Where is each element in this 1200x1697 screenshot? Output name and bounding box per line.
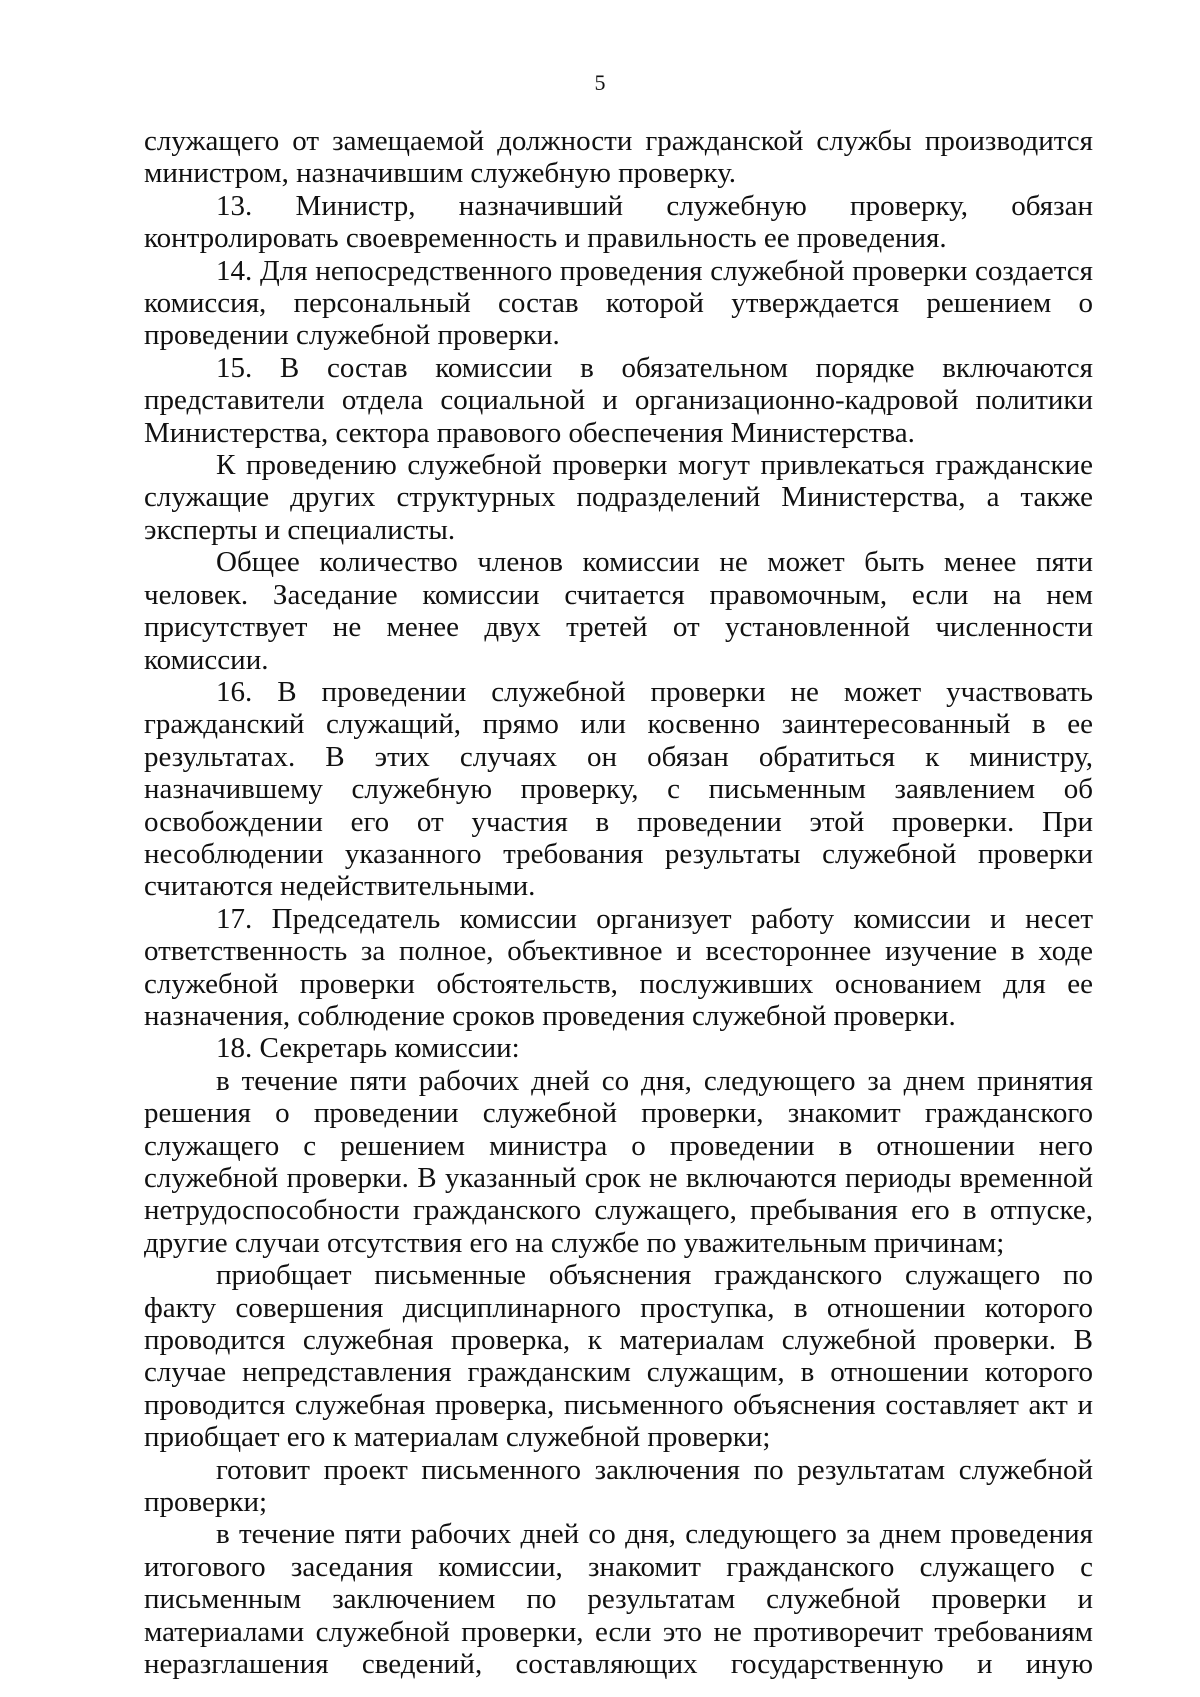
- paragraph-13: 13. Министр, назначивший служебную проверку, обязан контролировать своевременность и правильность ее проведения.: [144, 189, 1093, 255]
- paragraph-18-item-draft: готовит проект письменного заключения по результатам служебной проверки;: [144, 1453, 1093, 1519]
- paragraph-17: 17. Председатель комиссии организует работу комиссии и несет ответственность за полное, объективное и всестороннее изучение в ходе служебной проверки обстоятельств, послуживших основанием для ее назначения, соблюдение сроков проведения служебной проверки.: [144, 902, 1093, 1032]
- page-number: 5: [594, 70, 606, 95]
- paragraph-14: 14. Для непосредственного проведения служебной проверки создается комиссия, персональный состав которой утверждается решением о проведении служебной проверки.: [144, 254, 1093, 352]
- paragraph-18-item-familiarize: в течение пяти рабочих дней со дня, следующего за днем проведения итогового заседания комиссии, знакомит гражданского служащего с письменным заключением по результатам служебной проверки и материалами служебной проверки, если это не противоречит требованиям неразглашения сведений, составляющих государственную и иную: [144, 1518, 1093, 1681]
- paragraph-15: 15. В состав комиссии в обязательном порядке включаются представители отдела социальной и организационно-кадровой политики Министерства, сектора правового обеспечения Министерства.: [144, 351, 1093, 449]
- paragraph-18-item-attach: приобщает письменные объяснения гражданского служащего по факту совершения дисциплинарного проступка, в отношении которого проводится служебная проверка, к материалам служебной проверки. В случае непредставления гражданским служащим, в отношении которого проводится служебная проверка, письменного объяснения составляет акт и приобщает его к материалам служебной проверки;: [144, 1259, 1093, 1454]
- paragraph-18: 18. Секретарь комиссии:: [216, 1032, 520, 1065]
- paragraph-18-item-notify: в течение пяти рабочих дней со дня, следующего за днем принятия решения о проведении служебной проверки, знакомит гражданского служащего с решением министра о проведении в отношении него служебной проверки. В указанный срок не включаются периоды временной нетрудоспособности гражданского служащего, пребывания его в отпуске, другие случаи отсутствия его на службе по уважительным причинам;: [144, 1064, 1093, 1259]
- paragraph-15-quorum: Общее количество членов комиссии не может быть менее пяти человек. Заседание комиссии считается правомочным, если на нем присутствует не менее двух третей от установленной численности комиссии.: [144, 546, 1093, 676]
- paragraph-15-experts: К проведению служебной проверки могут привлекаться гражданские служащие других структурных подразделений Министерства, а также эксперты и специалисты.: [144, 449, 1093, 546]
- document-body: [144, 125, 1093, 1681]
- paragraph-16: 16. В проведении служебной проверки не может участвовать гражданский служащий, прямо или косвенно заинтересованный в ее результатах. В этих случаях он обязан обратиться к министру, назначившему служебную проверку, с письменным заявлением об освобождении его от участия в проведении этой проверки. При несоблюдении указанного требования результаты служебной проверки считаются недействительными.: [144, 675, 1093, 903]
- paragraph-continuation: служащего от замещаемой должности гражданской службы производится министром, назначившим служебную проверку.: [144, 125, 1093, 190]
